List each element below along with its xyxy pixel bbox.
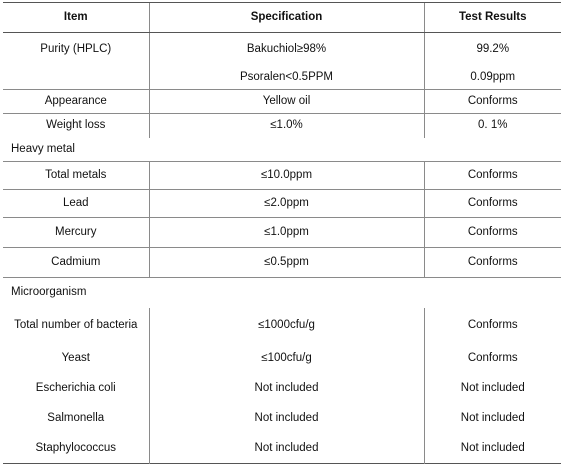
- header-item: Item: [3, 3, 149, 33]
- table-row: [3, 66, 561, 90]
- header-test-results: Test Results: [424, 3, 561, 33]
- result-cell: Not included: [424, 374, 561, 404]
- table-header: [3, 3, 561, 33]
- result-cell: Conforms: [424, 248, 561, 278]
- section-row-microorganism: [3, 278, 561, 308]
- spec-cell: Psoralen<0.5PPM: [149, 66, 424, 90]
- table-row: [3, 114, 561, 138]
- result-cell: 0.09ppm: [424, 66, 561, 90]
- table-row: [3, 90, 561, 114]
- result-cell: 0. 1%: [424, 114, 561, 138]
- specification-table: [3, 2, 561, 464]
- table-row: [3, 308, 561, 344]
- table-row: [3, 190, 561, 218]
- item-cell: Total metals: [45, 169, 107, 181]
- section-label: Heavy metal: [11, 142, 75, 155]
- spec-cell: ≤1000cfu/g: [149, 308, 424, 344]
- item-cell: Yeast: [61, 352, 90, 364]
- result-cell: Conforms: [424, 344, 561, 374]
- table-row: [3, 218, 561, 248]
- item-cell: Salmonella: [47, 412, 105, 424]
- item-cell: [3, 66, 149, 90]
- result-cell: 99.2%: [424, 33, 561, 66]
- spec-cell: Not included: [149, 404, 424, 434]
- section-label: Microorganism: [11, 286, 87, 299]
- result-cell: Not included: [424, 434, 561, 464]
- header-specification: Specification: [149, 3, 424, 33]
- item-cell: Total number of bacteria: [14, 319, 138, 331]
- item-cell: Appearance: [44, 95, 107, 107]
- table-row: [3, 248, 561, 278]
- spec-cell: Not included: [149, 374, 424, 404]
- item-cell: Staphylococcus: [35, 441, 117, 454]
- result-cell: Conforms: [424, 308, 561, 344]
- header-row: [3, 3, 561, 33]
- spec-cell: ≤1.0%: [149, 114, 424, 138]
- spec-cell: ≤2.0ppm: [149, 190, 424, 218]
- table-row: [3, 404, 561, 434]
- spec-cell: ≤1.0ppm: [149, 218, 424, 248]
- spec-cell: Not included: [149, 434, 424, 464]
- item-cell: Cadmium: [51, 256, 101, 268]
- item-cell: Mercury: [54, 226, 97, 238]
- item-cell: Escherichia coli: [35, 382, 116, 394]
- table-body: [3, 33, 561, 464]
- table-row: [3, 374, 561, 404]
- item-cell: Lead: [62, 197, 89, 209]
- result-cell: Conforms: [424, 162, 561, 190]
- result-cell: Conforms: [424, 190, 561, 218]
- section-row-heavy-metal: [3, 138, 561, 162]
- spec-cell: Bakuchiol≥98%: [149, 33, 424, 66]
- table-row: [3, 33, 561, 66]
- spec-cell: ≤0.5ppm: [149, 248, 424, 278]
- result-cell: Not included: [424, 404, 561, 434]
- spec-cell: ≤100cfu/g: [149, 344, 424, 374]
- item-cell: Weight loss: [46, 119, 106, 132]
- spec-cell: ≤10.0ppm: [149, 162, 424, 190]
- result-cell: Conforms: [424, 90, 561, 114]
- item-cell: Purity (HPLC): [40, 42, 112, 55]
- table-row: [3, 162, 561, 190]
- table-row: [3, 434, 561, 464]
- table-row: [3, 344, 561, 374]
- result-cell: Conforms: [424, 218, 561, 248]
- spec-cell: Yellow oil: [149, 90, 424, 114]
